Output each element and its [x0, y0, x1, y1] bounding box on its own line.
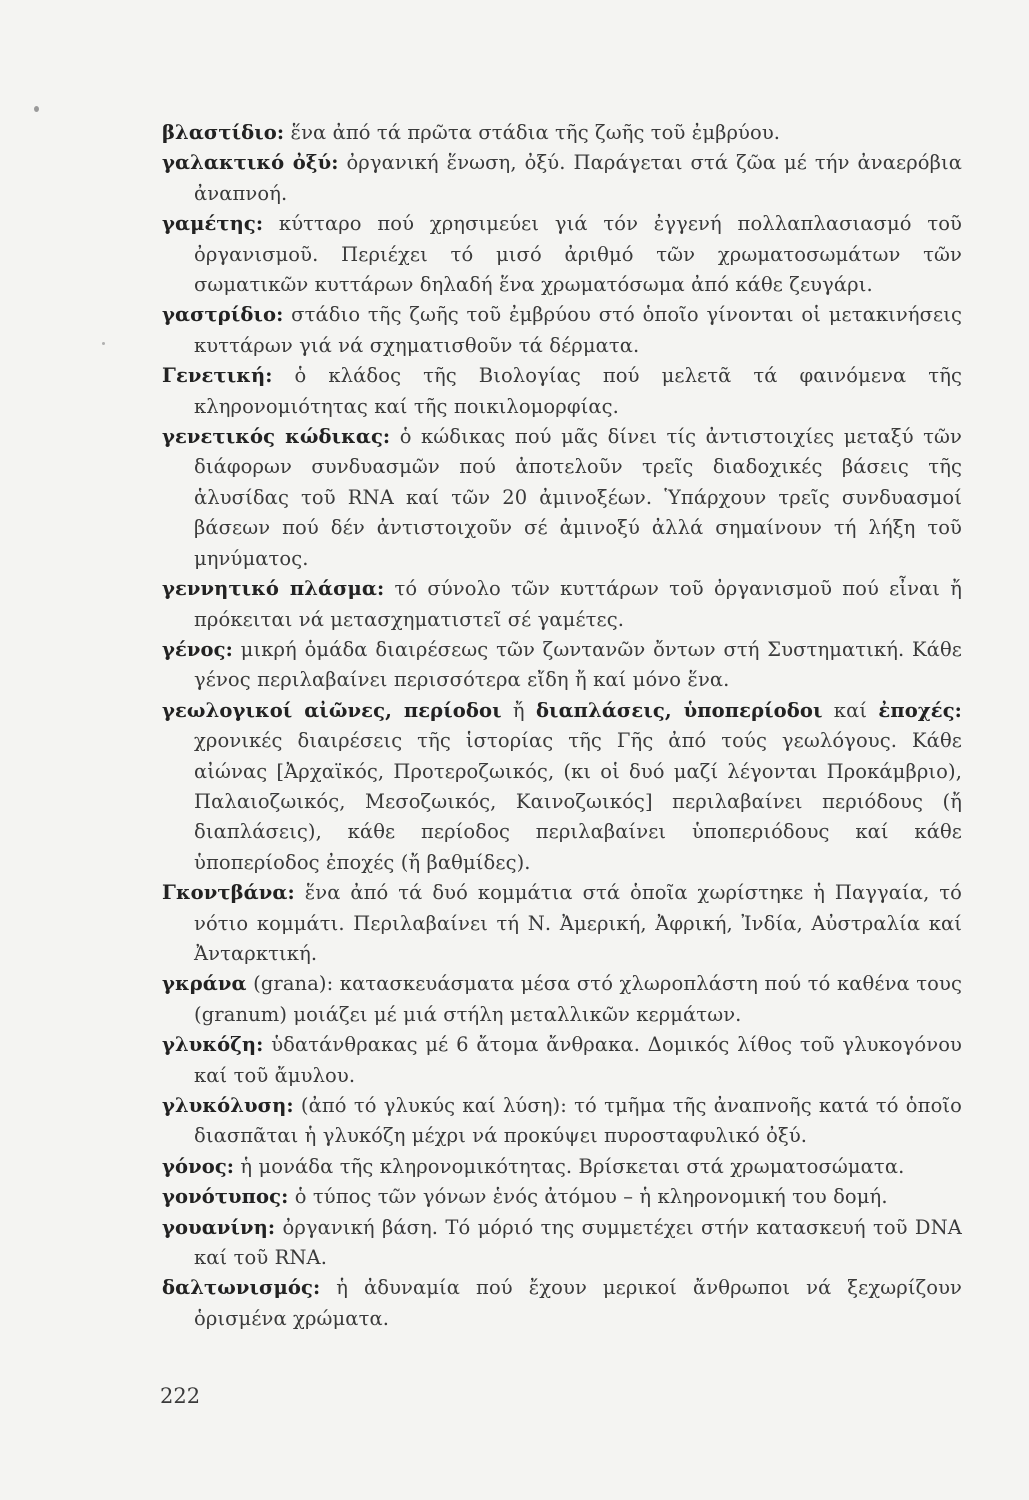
entry-connector: καί [822, 698, 879, 722]
entry-definition: ἕνα ἀπό τά πρῶτα στάδια τῆς ζωῆς τοῦ ἐμβρύου. [284, 121, 781, 144]
entry-definition: ἡ μονάδα τῆς κληρονομικότητας. Βρίσκεται στά χρωματοσώματα. [234, 1154, 905, 1178]
entry-definition: ὁ κλάδος τῆς Βιολογίας πού μελετᾶ τά φαινόμενα τῆς κληρονομιότητας καί τῆς ποικιλομορφίας. [194, 364, 962, 418]
entry-definition: ὁ κώδικας πού μᾶς δίνει τίς ἀντιστοιχίες μεταξύ τῶν διάφορων συνδυασμῶν πού ἀποτελοῦν τρεῖς διαδοχικές βάσεις τῆς ἁλυσίδας τοῦ RNA καί τῶν 20 ἀμινοξέων. Ὑπάρχουν τρεῖς συνδυασμοί βάσεων πού δέν ἀντιστοιχοῦν σέ ἀμινοξύ ἀλλά σημαίνουν τή λήξη τοῦ μηνύματος. [194, 425, 962, 570]
entry-definition: (ἀπό τό γλυκύς καί λύση): τό τμῆμα τῆς ἀναπνοῆς κατά τό ὁποῖο διασπᾶται ἡ γλυκόζη μέχρι νά προκύψει πυροσταφυλικό ὀξύ. [194, 1094, 962, 1148]
glossary-entry [162, 300, 962, 361]
entry-term: ἐποχές: [878, 698, 962, 722]
entry-term: γαστρίδιο: [162, 303, 284, 327]
entry-term: γενετικός κώδικας: [162, 425, 391, 449]
glossary-entry [162, 878, 962, 969]
entry-definition: ὀργανική ἕνωση, ὀξύ. Παράγεται στά ζῶα μέ τήν ἀναερόβια ἀναπνοή. [194, 151, 962, 205]
entry-term: γεννητικό πλάσμα: [162, 577, 385, 601]
entry-term: γαλακτικό ὀξύ: [162, 151, 339, 175]
glossary-entry [162, 1273, 962, 1334]
entry-definition: τό σύνολο τῶν κυττάρων τοῦ ὀργανισμοῦ πού εἶναι ἤ πρόκειται νά μετασχηματιστεῖ σέ γαμέτες. [194, 577, 963, 631]
entry-term: γκράνα [162, 972, 247, 996]
entry-term: γαμέτης: [162, 212, 264, 236]
entry-term: γένος: [162, 637, 233, 661]
entry-definition: ὀργανική βάση. Τό μόριό της συμμετέχει στήν κατασκευή τοῦ DNA καί τοῦ RNA. [194, 1215, 962, 1270]
entry-term: γόνος: [162, 1154, 235, 1178]
entry-term: διαπλάσεις, ὑποπερίοδοι [535, 698, 823, 722]
ink-speck [34, 106, 39, 112]
glossary-entry [162, 361, 962, 422]
entry-term: βλαστίδιο: [162, 121, 285, 144]
entry-definition: μικρή ὁμάδα διαιρέσεως τῶν ζωντανῶν ὄντων στή Συστηματική. Κάθε γένος περιλαβαίνει περισσότερα εἴδη ἤ καί μόνο ἕνα. [194, 637, 962, 692]
entry-term: γονότυπος: [162, 1185, 289, 1209]
glossary-entry [162, 1152, 962, 1182]
entry-definition: στάδιο τῆς ζωῆς τοῦ ἐμβρύου στό ὁποῖο γίνονται οἱ μετακινήσεις κυττάρων γιά νά σχηματισθοῦν τά δέρματα. [194, 303, 962, 357]
entry-definition: ἡ ἀδυναμία πού ἔχουν μερικοί ἄνθρωποι νά ξεχωρίζουν ὁρισμένα χρώματα. [194, 1276, 962, 1330]
glossary-entry [162, 574, 962, 635]
entry-term: γλυκόλυση: [162, 1094, 294, 1117]
entry-term: Γενετική: [162, 364, 273, 388]
glossary-entry [162, 148, 962, 209]
entry-definition: (grana): κατασκευάσματα μέσα στό χλωροπλάστη πού τό καθένα τους (granum) μοιάζει μέ μιά στήλη μεταλλικῶν κερμάτων. [194, 972, 962, 1026]
entry-connector: ἤ [501, 698, 536, 722]
glossary [162, 118, 962, 1334]
glossary-entry [162, 969, 962, 1030]
glossary-entry [162, 1213, 962, 1274]
entry-definition: κύτταρο πού χρησιμεύει γιά τόν ἐγγενή πολλαπλασιασμό τοῦ ὀργανισμοῦ. Περιέχει τό μισό ἀριθμό τῶν χρωματοσωμάτων τῶν σωματικῶν κυττάρων δηλαδή ἕνα χρωματόσωμα ἀπό κάθε ζευγάρι. [194, 212, 962, 297]
entry-term: δαλτωνισμός: [162, 1276, 321, 1300]
entry-definition: ὑδατάνθρακας μέ 6 ἄτομα ἄνθρακα. Δομικός λίθος τοῦ γλυκογόνου καί τοῦ ἄμυλου. [194, 1033, 962, 1087]
entry-definition: ὁ τύπος τῶν γόνων ἑνός ἀτόμου – ἡ κληρονομική του δομή. [288, 1185, 888, 1209]
entry-term: Γκοντβάνα: [162, 881, 295, 905]
glossary-entry [162, 1091, 962, 1152]
entry-definition: ἕνα ἀπό τά δυό κομμάτια στά ὁποῖα χωρίστηκε ἡ Παγγαία, τό νότιο κομμάτι. Περιλαβαίνει τή Ν. Ἀμερική, Ἀφρική, Ἰνδία, Αὐστραλία καί Ἀνταρκτική. [194, 881, 962, 965]
entry-term: γεωλογικοί αἰῶνες, περίοδοι [162, 698, 502, 722]
entry-term: γλυκόζη: [162, 1033, 264, 1057]
glossary-entry [162, 209, 962, 300]
glossary-entry [162, 1030, 962, 1091]
page-number: 222 [160, 1384, 201, 1408]
glossary-entry [162, 696, 962, 878]
entry-definition: χρονικές διαιρέσεις τῆς ἱστορίας τῆς Γῆς ἀπό τούς γεωλόγους. Κάθε αἰώνας [Ἀρχαϊκός, Προτεροζωικός, (κι οἱ δυό μαζί λέγονται Προκάμβριο), Παλαιοζωικός, Μεσοζωικός, Καινοζωικός] περιλαβαίνει περιόδους (ἤ διαπλάσεις), κάθε περίοδος περιλαβαίνει ὑποπεριόδους καί κάθε ὑποπερίοδος ἐποχές (ἤ βαθμίδες). [194, 729, 962, 874]
margin-mark [102, 342, 105, 345]
glossary-entry [162, 1182, 962, 1212]
entry-term: γουανίνη: [162, 1215, 276, 1239]
glossary-entry [162, 635, 962, 696]
glossary-entry [162, 118, 962, 148]
glossary-entry [162, 422, 962, 574]
